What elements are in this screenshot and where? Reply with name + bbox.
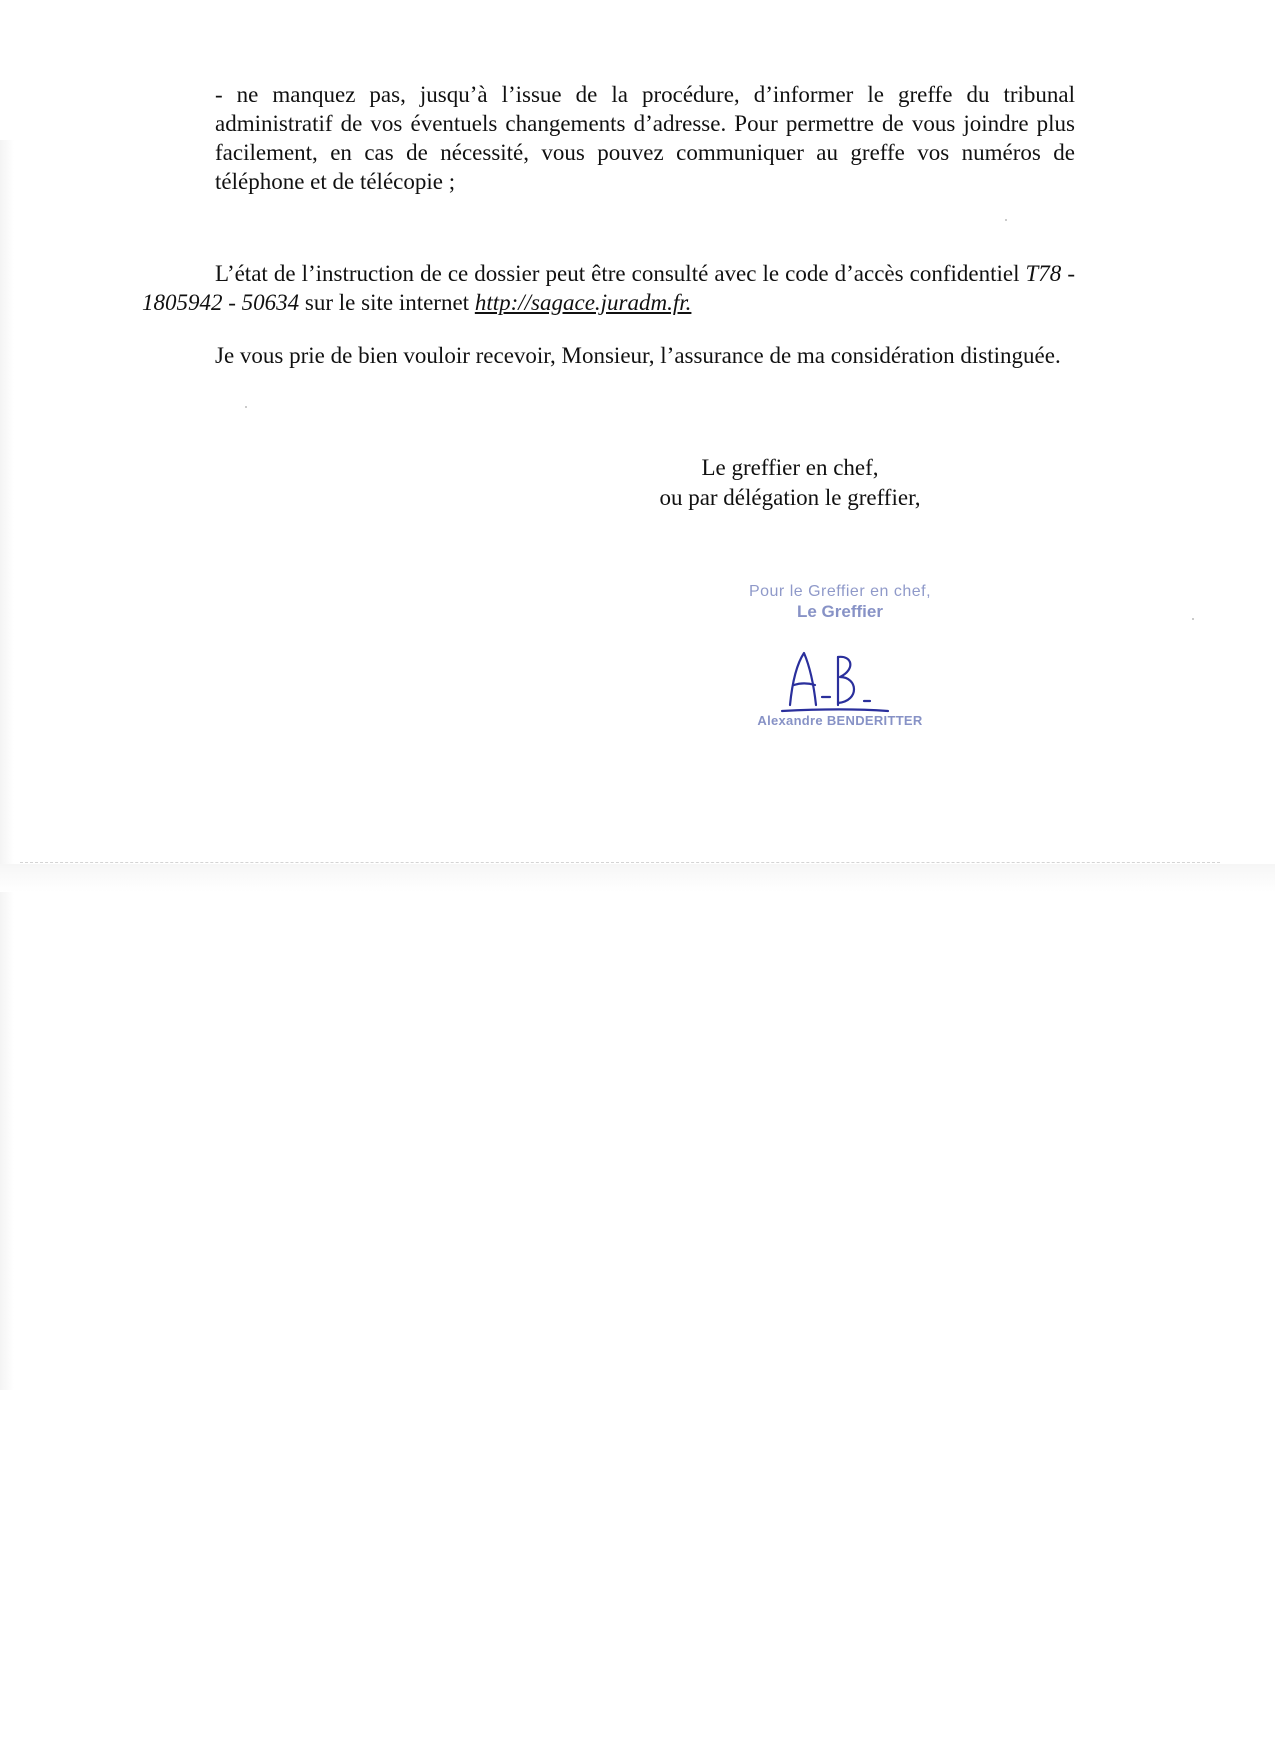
paper-fold-shade [0, 864, 1275, 892]
website-intro-text: sur le site internet [299, 290, 475, 315]
stamp-role-line: Le Greffier [797, 602, 883, 621]
access-code: T78 - 1805942 - 50634 [142, 261, 1076, 315]
scan-speck [1192, 618, 1194, 620]
access-code-paragraph [142, 259, 1075, 317]
access-code-intro-text: L’état de l’instruction de ce dossier peut être consulté avec le code d’accès confidentiel [215, 261, 1026, 286]
official-stamp [700, 582, 980, 622]
address-change-paragraph: - ne manquez pas, jusqu’à l’issue de la procédure, d’informer le greffe du tribunal administratif de vos éventuels changements d’adresse. Pour permettre de vous joindre plus facilement, en cas de nécessité, vous pouvez communiquer au greffe vos numéros de téléphone et de télécopie ; [215, 82, 1075, 194]
paper-fold-line [20, 862, 1220, 863]
website-link[interactable]: http://sagace.juradm.fr. [474, 290, 692, 315]
scan-speck [245, 406, 247, 408]
stamp-signatory-name: Alexandre BENDERITTER [757, 713, 923, 728]
signatory-block [600, 453, 980, 513]
handwritten-signature [760, 645, 900, 715]
scan-speck [1005, 219, 1007, 221]
scan-edge-shadow [0, 140, 14, 1390]
closing-formula-paragraph: Je vous prie de bien vouloir recevoir, Monsieur, l’assurance de ma considération distinguée. [215, 343, 1061, 368]
signatory-delegation: ou par délégation le greffier, [659, 485, 921, 510]
signatory-title: Le greffier en chef, [701, 455, 879, 480]
stamp-title-line: Pour le Greffier en chef, [748, 583, 932, 600]
